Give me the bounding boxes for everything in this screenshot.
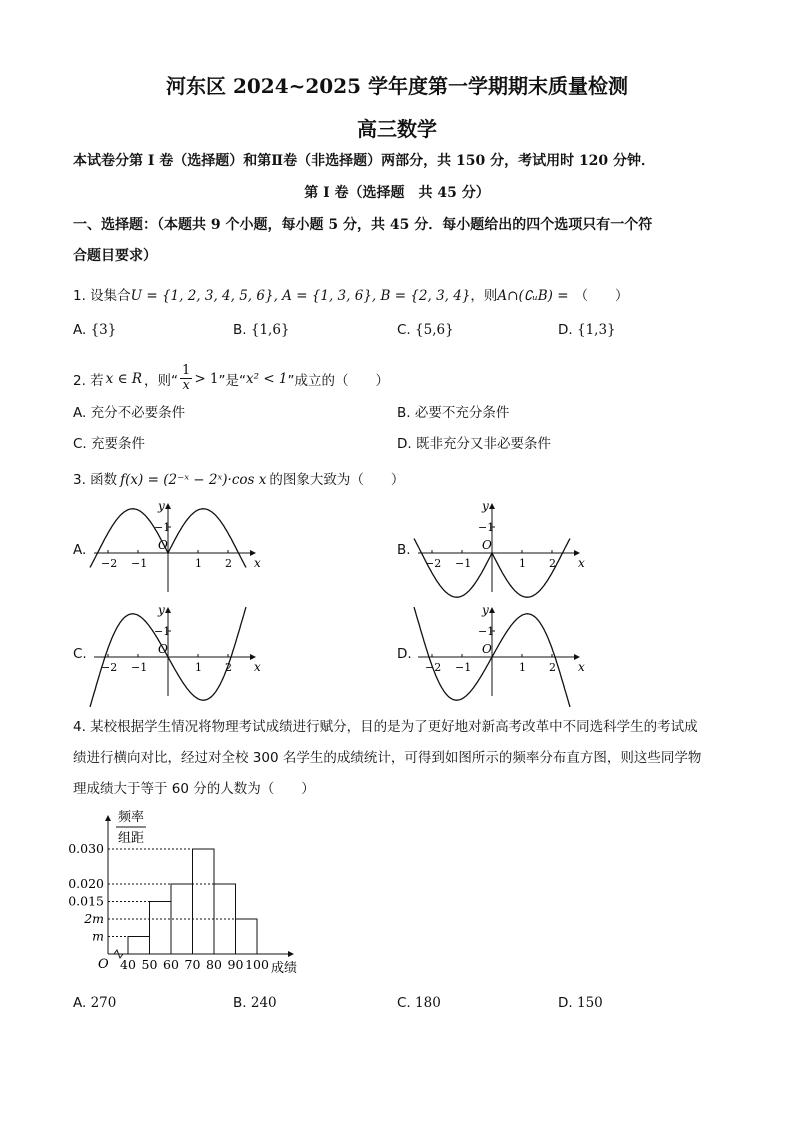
question-1 [73, 284, 629, 304]
hist-bar [128, 937, 150, 955]
x-axis-label: x [578, 660, 585, 674]
q3-graph-label-c: C. [73, 646, 87, 662]
q1-expr: A∩(∁ᵤB) = [497, 288, 569, 304]
q1-option-b: B. {1,6} [233, 322, 290, 338]
q3-graph-label-a: A. [73, 542, 87, 558]
x-tick-label: 100 [245, 957, 269, 972]
q1-option-a: A. {3} [73, 322, 117, 338]
frequency-histogram [60, 805, 320, 980]
q1-paren: （ ） [574, 288, 629, 304]
x-axis-label: x [254, 660, 261, 674]
q3-prefix: 3. 函数 [73, 472, 118, 488]
x-tick-label: −2 [425, 661, 442, 674]
x-tick-label: 80 [206, 957, 222, 972]
x-tick-label: 1 [195, 661, 202, 674]
y-axis-label: y [158, 499, 165, 513]
x-tick-label: −1 [131, 661, 148, 674]
y-axis-arrow [489, 503, 495, 509]
part1-heading: 第 I 卷（选择题 共 45 分） [304, 185, 490, 201]
x-tick-label: 50 [141, 957, 158, 972]
q1-option-d: D. {1,3} [558, 322, 616, 338]
question-3 [73, 468, 404, 488]
section-heading-line1: 一、选择题：（本题共 9 个小题，每小题 5 分，共 45 分．每小题给出的四个选项只有一个符 [73, 217, 653, 233]
x-tick-label: −2 [101, 661, 118, 674]
q3-graph-a [90, 500, 260, 595]
y-axis-arrow [489, 607, 495, 613]
exam-subject: 高三数学 [357, 117, 437, 141]
q4-option-a: A. 270 [73, 995, 117, 1011]
x-axis-label: x [254, 556, 261, 570]
q4-option-d: D. 150 [558, 995, 603, 1011]
q2-cond: x ∈ R [105, 370, 143, 387]
q3-graph-c [90, 604, 260, 699]
x-axis-label: x [578, 556, 585, 570]
q1-option-c: C. {5,6} [397, 322, 454, 338]
question-2 [73, 364, 389, 393]
x-axis-label: 成绩 [271, 961, 298, 976]
y-tick-label: 2m [84, 911, 104, 926]
y-label-bottom: 组距 [118, 831, 145, 846]
q2-option-d: D. 既非充分又非必要条件 [397, 436, 551, 452]
y-tick-label: m [92, 928, 104, 944]
x-tick-label: 2 [225, 557, 232, 570]
y-tick-label: −1 [478, 521, 495, 534]
x-tick-label: 60 [163, 957, 179, 972]
hist-bar [236, 919, 258, 954]
q2-option-a: A. 充分不必要条件 [73, 405, 186, 421]
q4-line2: 绩进行横向对比，经过对全校 300 名学生的成绩统计，可得到如图所示的频率分布直方图，则这些同学物 [73, 750, 702, 766]
x-tick-label: 1 [519, 661, 526, 674]
y-axis-arrow [165, 503, 171, 509]
x-tick-label: 70 [184, 957, 201, 972]
y-axis-label: y [482, 603, 489, 617]
q4-option-c: C. 180 [397, 995, 441, 1011]
q2-expr2: x² < 1 [246, 370, 288, 387]
x-tick-label: 2 [225, 661, 232, 674]
q2-option-c: C. 充要条件 [73, 436, 146, 452]
x-tick-label: −1 [131, 557, 148, 570]
hist-x-arrow [288, 951, 294, 957]
x-tick-label: 2 [549, 661, 556, 674]
q2-prefix: 2. 若 [73, 372, 104, 389]
x-tick-label: 40 [120, 957, 136, 972]
q3-graph-b [414, 500, 584, 595]
y-tick-label: −1 [154, 625, 171, 638]
hist-bar [193, 849, 215, 954]
q2-suffix: ”成立的（ ） [287, 372, 390, 389]
q1-sets: U = {1, 2, 3, 4, 5, 6}, A = {1, 3, 6}, B = {2, 3, 4} [130, 288, 471, 304]
q3-graph-label-b: B. [397, 542, 411, 558]
y-tick-label: −1 [478, 625, 495, 638]
q4-option-b: B. 240 [233, 995, 277, 1011]
q3-graph-label-d: D. [397, 646, 412, 662]
x-tick-label: 2 [549, 557, 556, 570]
y-axis-arrow [165, 607, 171, 613]
x-tick-label: −2 [425, 557, 442, 570]
x-tick-label: 1 [519, 557, 526, 570]
y-tick-label: 0.030 [68, 841, 104, 856]
q2-mid2: ”是“ [218, 372, 247, 389]
origin-label: O [482, 538, 492, 552]
section-heading-line2: 合题目要求） [73, 248, 157, 264]
q1-then: ，则 [470, 288, 498, 304]
y-label-top: 频率 [118, 810, 145, 825]
y-axis-label: y [158, 603, 165, 617]
q4-line1: 4. 某校根据学生情况将物理考试成绩进行赋分，目的是为了更好地对新高考改革中不同选科学生的考试成 [73, 719, 698, 735]
q4-line3: 理成绩大于等于 60 分的人数为（ ） [73, 781, 315, 797]
q2-fraction: 1 x [182, 363, 191, 393]
exam-intro: 本试卷分第 I 卷（选择题）和第Ⅱ卷（非选择题）两部分，共 150 分，考试用时 120 分钟． [73, 153, 656, 169]
q2-option-b: B. 必要不充分条件 [397, 405, 510, 421]
hist-bar [150, 902, 172, 955]
q2-gt: > 1 [194, 370, 219, 387]
hist-origin: O [98, 957, 109, 972]
y-axis-label: y [482, 499, 489, 513]
x-tick-label: 90 [227, 957, 244, 972]
x-tick-label: −1 [455, 661, 472, 674]
y-tick-label: 0.015 [68, 893, 104, 909]
q3-suffix: 的图象大致为（ ） [269, 472, 405, 488]
origin-label: O [482, 642, 492, 656]
y-tick-label: 0.020 [68, 876, 104, 891]
origin-label: O [158, 642, 168, 656]
q1-prefix: 1. 设集合 [73, 288, 131, 304]
q3-func: f(x) = (2⁻ˣ − 2ˣ)·cos x [120, 472, 267, 488]
q3-graph-d [414, 604, 584, 699]
exam-title: 河东区 2024~2025 学年度第一学期期末质量检测 [165, 74, 628, 98]
x-tick-label: −1 [455, 557, 472, 570]
q2-mid1: ，则“ [144, 372, 179, 389]
hist-y-arrow [105, 815, 111, 821]
origin-label: O [158, 538, 168, 552]
x-tick-label: 1 [195, 557, 202, 570]
y-tick-label: −1 [154, 521, 171, 534]
x-tick-label: −2 [101, 557, 118, 570]
